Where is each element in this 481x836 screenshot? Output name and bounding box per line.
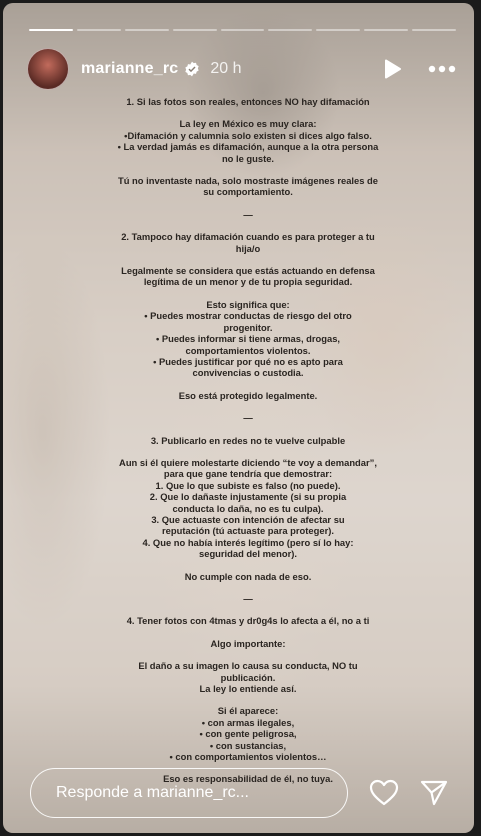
line-gap [83,627,413,638]
progress-segment [316,29,360,31]
story-text-line: La ley en México es muy clara: [179,118,317,130]
line-gap [83,446,413,457]
story-header [27,48,456,90]
story-text [83,96,413,785]
line-gap [83,198,413,209]
line-gap [83,401,413,412]
send-icon[interactable] [420,779,448,807]
line-gap [83,424,413,435]
story-viewer [3,3,474,833]
story-text-line: Eso está protegido legalmente. [178,389,318,401]
story-text-line: para que gane tendría que demostrar: [163,468,333,480]
story-text-line: 3. Que actuaste con intención de afectar su [151,513,345,525]
progress-segment [221,29,265,31]
more-icon[interactable] [428,65,456,73]
story-text-line: • Puedes mostrar conductas de riesgo del otro [144,310,352,322]
story-text-line: 1. Si las fotos son reales, entonces NO hay difamación [126,96,370,107]
story-text-line: 2. Que lo dañaste injustamente (si su propia [149,491,347,503]
username[interactable]: marianne_rc [81,60,179,77]
story-text-line: legítima de un menor y de tu propia seguridad. [143,276,353,288]
story-text-line: no le guste. [221,152,275,164]
story-text-line: seguridad del menor). [199,548,297,560]
story-text-line: Algo importante: [210,637,286,649]
story-text-line: Si él aparece: [217,705,279,717]
story-text-line: • con sustancias, [209,739,287,751]
section-separator: — [243,593,253,604]
story-text-line: Aun si él quiere molestarte diciendo “te voy a demandar”, [119,456,377,468]
reply-placeholder: Responde a marianne_rc... [56,784,249,801]
play-icon[interactable] [384,59,402,79]
story-text-line: • con gente peligrosa, [199,728,297,740]
story-text-line: •Difamación y calumnia solo existen si dices algo falso. [124,129,372,141]
line-gap [83,164,413,175]
progress-segment [412,29,456,31]
line-gap [83,288,413,299]
progress-segment [77,29,121,31]
post-time: 20 h [210,60,242,77]
story-text-line: Eso es responsabilidad de él, no tuya. [163,773,333,785]
heart-icon[interactable] [369,779,399,807]
story-text-line: 4. Tener fotos con 4tmas y dr0g4s lo afecta a él, no a ti [126,615,370,627]
line-gap [83,649,413,660]
line-gap [83,560,413,571]
story-text-line: conducta lo daña, no es tu culpa). [172,502,324,514]
story-text-line: comportamientos violentos. [185,344,311,356]
story-progress-bar [29,29,456,31]
story-text-line: Esto significa que: [206,298,290,310]
section-separator: — [243,208,253,220]
reply-input[interactable] [30,768,348,818]
section-separator: — [243,412,253,424]
story-text-line: • La verdad jamás es difamación, aunque a la otra persona [117,141,379,153]
story-text-line: 4. Que no había interés legítimo (pero sí lo hay: [142,536,354,548]
story-text-line: El daño a su imagen lo causa su conducta, NO tu [138,660,358,672]
line-gap [83,582,413,593]
story-text-line: La ley lo entiende así. [199,683,297,695]
story-text-line: hija/o [235,242,261,254]
progress-segment [125,29,169,31]
story-text-line: 1. Que lo que subiste es falso (no puede). [155,479,341,491]
story-text-line: 2. Tampoco hay difamación cuando es para proteger a tu [121,231,375,243]
line-gap [83,254,413,265]
progress-segment [173,29,217,31]
line-gap [83,379,413,390]
line-gap [83,694,413,705]
story-text-line: Legalmente se considera que estás actuando en defensa [121,265,375,277]
story-text-line: progenitor. [223,321,273,333]
story-text-line: • Puedes justificar por qué no es apto para [153,355,343,367]
story-text-line: • con comportamientos violentos… [169,751,327,763]
line-gap [83,220,413,231]
line-gap [83,107,413,118]
story-text-line: 3. Publicarlo en redes no te vuelve culpable [150,434,346,446]
progress-segment [29,29,73,31]
story-text-line: • con armas ilegales, [201,716,295,728]
story-text-line: publicación. [220,671,276,683]
progress-segment [364,29,408,31]
story-text-line: reputación (tú actuaste para proteger). [162,525,334,537]
line-gap [83,604,413,615]
avatar[interactable] [27,48,69,90]
story-text-line: No cumple con nada de eso. [184,570,312,582]
verified-badge-icon [184,61,200,77]
story-text-line: • Puedes informar si tiene armas, drogas, [155,333,341,345]
story-text-line: su comportamiento. [203,186,293,198]
progress-segment [268,29,312,31]
story-text-line: convivencias o custodia. [192,367,304,379]
story-text-line: Tú no inventaste nada, solo mostraste imágenes reales de [118,175,378,187]
